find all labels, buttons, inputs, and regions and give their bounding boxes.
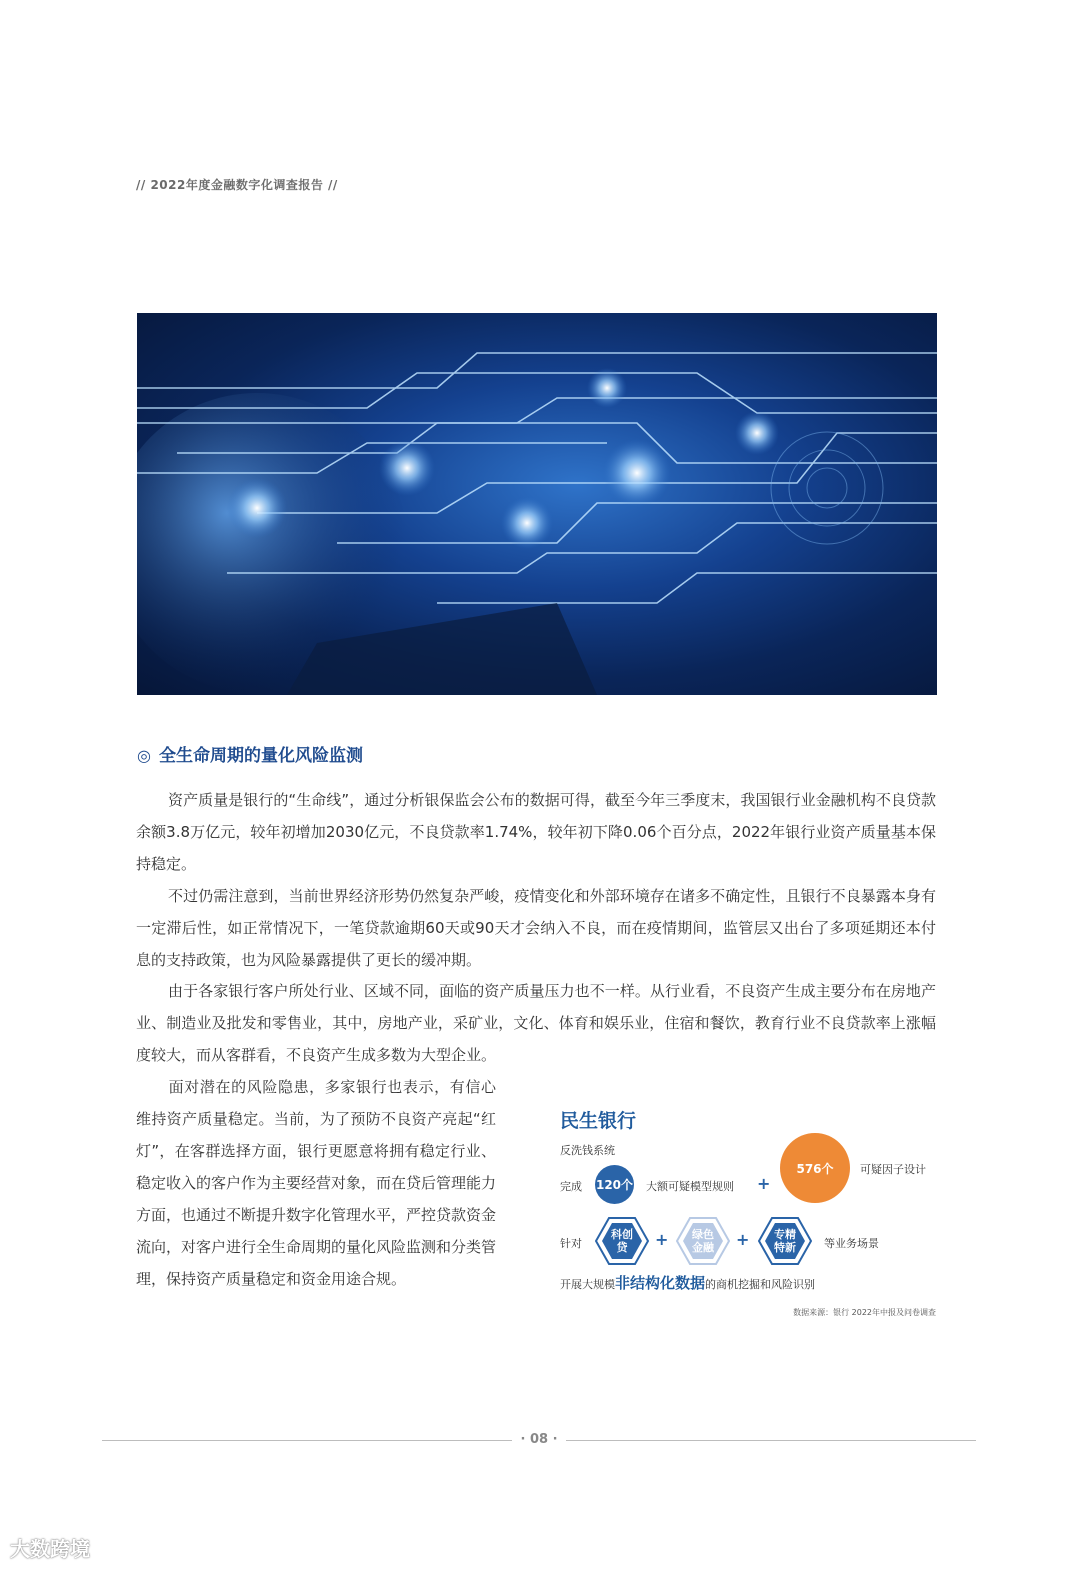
network-lines-graphic xyxy=(137,313,937,695)
highlight-unstructured-data: 非结构化数据 xyxy=(615,1274,706,1292)
rules-count-circle: 120个 xyxy=(595,1165,634,1204)
paragraph-2: 不过仍需注意到，当前世界经济形势仍然复杂严峻，疫情变化和外部环境存在诸多不确定性，且银行不良暴露本身有一定滞后性，如正常情况下，一笔贷款逾期60天或90天才会纳入不良，而在疫情期间，监管层又出台了多项延期还本付息的支持政策，也为风险暴露提供了更长的缓冲期。 xyxy=(136,887,936,969)
hex-label: 绿色 金融 xyxy=(692,1228,714,1254)
plus-icon: + xyxy=(757,1174,771,1193)
section-title-text: 全生命周期的量化风险监测 xyxy=(158,746,363,766)
rules-label: 大额可疑模型规则 xyxy=(646,1180,734,1193)
section-heading xyxy=(137,741,363,766)
minsheng-bank-infographic xyxy=(558,1100,938,1325)
system-name: 反洗钱系统 xyxy=(560,1144,615,1157)
page-number: · 08 · xyxy=(520,1432,558,1447)
paragraph-3: 由于各家银行客户所处行业、区域不同，面临的资产质量压力也不一样。从行业看，不良资产生成主要分布在房地产业、制造业及批发和零售业，其中，房地产业，采矿业，文化、体育和娱乐业，住宿和餐饮，教育行业不良贷款率上涨幅度较大，而从客群看，不良资产生成多数为大型企业。 xyxy=(136,982,936,1064)
hex-badge-specialized xyxy=(758,1216,812,1266)
footer-divider-right xyxy=(566,1440,976,1441)
section-marker-icon: ◎ xyxy=(137,746,151,765)
data-source-note: 数据来源：银行 2022年中报及问卷调查 xyxy=(793,1308,936,1317)
paragraph-1: 资产质量是银行的“生命线”，通过分析银保监会公布的数据可得，截至今年三季度末，我国银行业金融机构不良贷款余额3.8万亿元，较年初增加2030亿元，不良贷款率1.74%，较年初下降0.06个百分点，2022年银行业资产质量基本保持稳定。 xyxy=(136,791,936,873)
plus-icon: + xyxy=(655,1230,669,1249)
hex-label: 专精 特新 xyxy=(774,1228,796,1254)
running-header: // 2022年度金融数字化调查报告 // xyxy=(136,178,338,192)
scenario-label: 等业务场景 xyxy=(824,1237,879,1250)
bank-name: 民生银行 xyxy=(560,1110,637,1132)
paragraph-4: 面对潜在的风险隐患，多家银行也表示，有信心维持资产质量稳定。当前，为了预防不良资产亮起“红灯”，在客群选择方面，银行更愿意将拥有稳定行业、稳定收入的客户作为主要经营对象，而在贷后管理能力方面，也通过不断提升数字化管理水平，严控贷款资金流向，对客户进行全生命周期的量化风险监测和分类管理，保持资产质量稳定和资金用途合规。 xyxy=(136,1078,497,1288)
watermark-logo: 大数跨境 xyxy=(10,1537,90,1561)
hex-label: 科创 贷 xyxy=(611,1228,633,1254)
bottom-caption: 开展大规模非结构化数据的商机挖掘和风险识别 xyxy=(560,1274,816,1292)
plus-icon: + xyxy=(736,1230,750,1249)
complete-label: 完成 xyxy=(560,1180,582,1193)
target-label: 针对 xyxy=(560,1237,582,1250)
hex-badge-kechuang xyxy=(595,1216,649,1266)
footer-divider-left xyxy=(102,1440,512,1441)
factors-count-circle: 576个 xyxy=(780,1133,850,1203)
hex-badge-green-finance xyxy=(676,1216,730,1266)
factors-label: 可疑因子设计 xyxy=(860,1163,926,1176)
hero-image xyxy=(137,313,937,695)
